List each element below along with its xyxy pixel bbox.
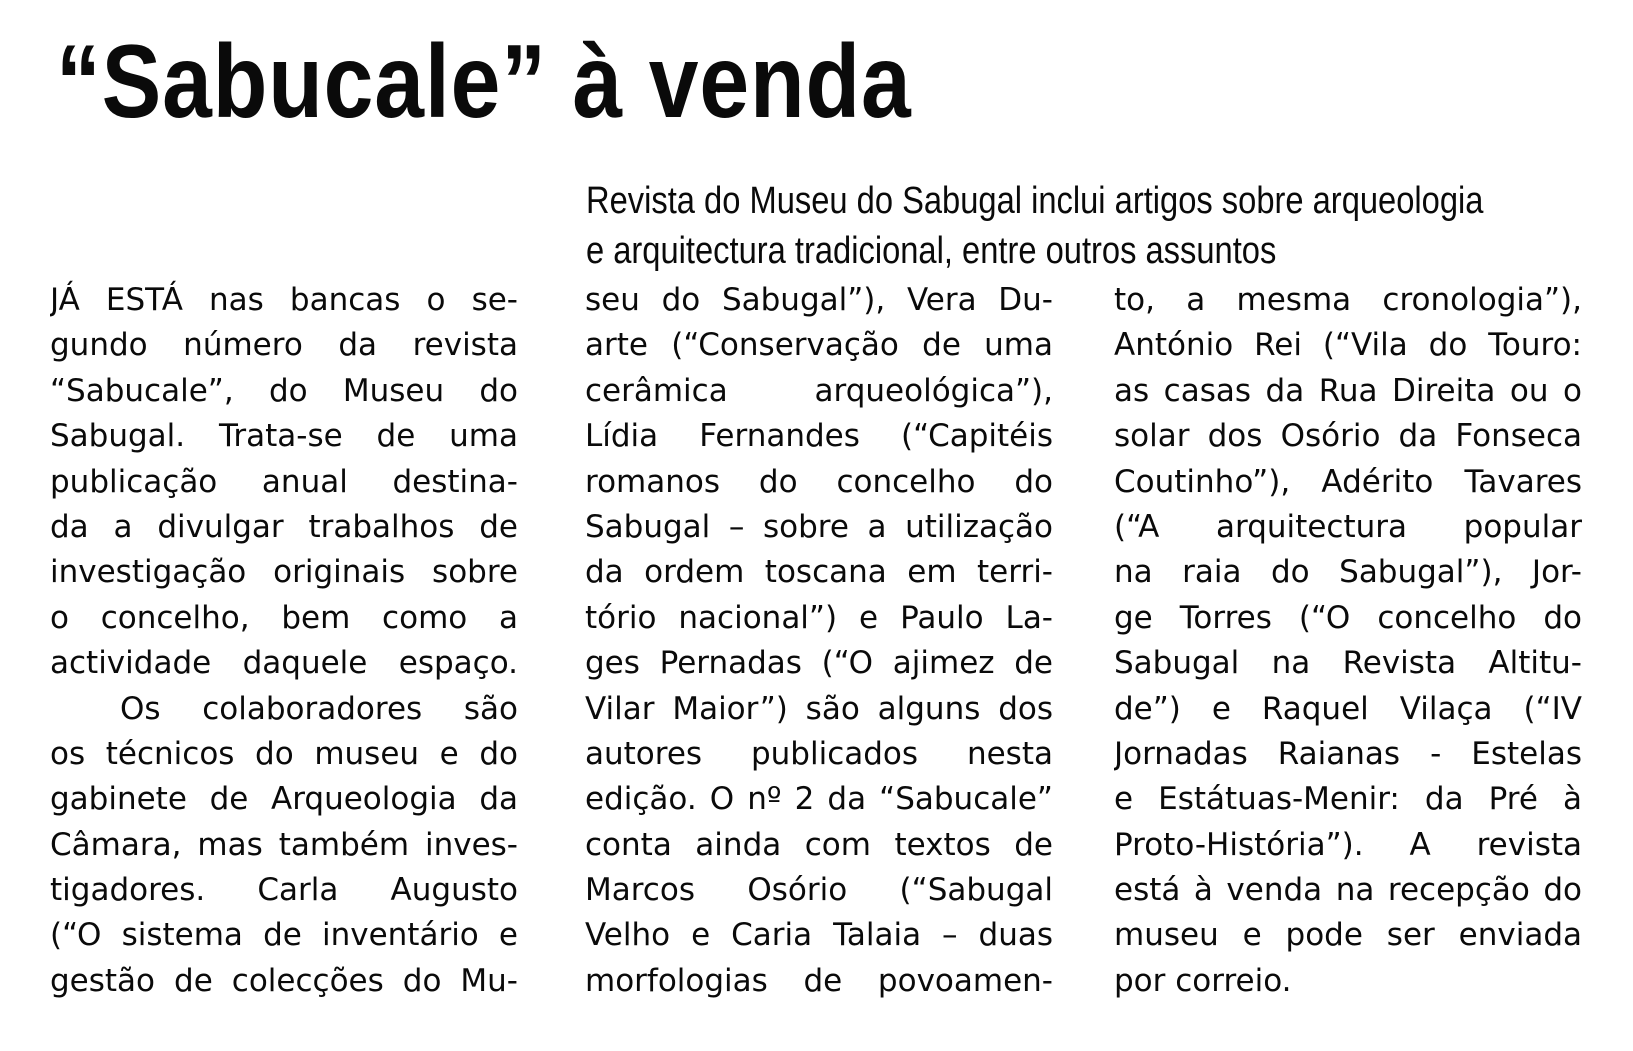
text-line: Velho e Caria Talaia – duas — [585, 917, 1053, 954]
text-line: e Estátuas-Menir: da Pré à — [1114, 781, 1582, 818]
text-line: as casas da Rua Direita ou o — [1114, 372, 1582, 409]
text-line: (“A arquitectura popular — [1114, 508, 1582, 545]
text-line: Lídia Fernandes (“Capitéis — [585, 418, 1053, 455]
text-line: Vilar Maior”) são alguns dos — [585, 690, 1053, 727]
article-column-3 — [1114, 278, 1582, 1004]
article-column-1 — [50, 278, 518, 1004]
text-line: os técnicos do museu e do — [50, 735, 518, 772]
text-line: Sabugal. Trata-se de uma — [50, 418, 518, 455]
text-line: investigação originais sobre — [50, 554, 518, 591]
text-line: Marcos Osório (“Sabugal — [585, 872, 1053, 909]
text-line: JÁ ESTÁ nas bancas o se- — [50, 282, 518, 318]
text-line: Jornadas Raianas - Estelas — [1114, 735, 1582, 772]
text-line: gundo número da revista — [50, 327, 518, 364]
text-line: Os colaboradores são — [120, 690, 518, 727]
text-line: actividade daquele espaço. — [50, 645, 518, 682]
text-line: edição. O nº 2 da “Sabucale” — [585, 781, 1053, 818]
text-line: de”) e Raquel Vilaça (“IV — [1114, 690, 1582, 727]
text-line: cerâmica arqueológica”), — [585, 372, 1053, 409]
text-line: da a divulgar trabalhos de — [50, 508, 518, 545]
text-line: autores publicados nesta — [585, 735, 1053, 772]
text-line: Proto-História”). A revista — [1114, 826, 1582, 863]
text-line: na raia do Sabugal”), Jor- — [1114, 554, 1582, 591]
text-line: Câmara, mas também inves- — [50, 826, 518, 863]
text-line: ge Torres (“O concelho do — [1114, 599, 1582, 636]
subheadline — [586, 176, 1484, 276]
text-line: António Rei (“Vila do Touro: — [1114, 327, 1582, 364]
text-line: gestão de colecções do Mu- — [50, 962, 518, 999]
text-line: tigadores. Carla Augusto — [50, 872, 518, 909]
text-line: to, a mesma cronologia”), — [1114, 282, 1582, 318]
text-line: Sabugal – sobre a utilização — [585, 508, 1053, 545]
text-line: seu do Sabugal”), Vera Du- — [585, 282, 1053, 318]
text-line: “Sabucale”, do Museu do — [50, 372, 518, 409]
subheadline-line: e arquitectura tradicional, entre outros assuntos — [586, 230, 1277, 272]
text-line: Sabugal na Revista Altitu- — [1114, 645, 1582, 682]
text-line: gabinete de Arqueologia da — [50, 781, 518, 818]
text-line: o concelho, bem como a — [50, 599, 518, 636]
text-line: morfologias de povoamen- — [585, 962, 1053, 999]
text-line: (“O sistema de inventário e — [50, 917, 518, 954]
text-line: museu e pode ser enviada — [1114, 917, 1582, 954]
text-line: arte (“Conservação de uma — [585, 327, 1053, 364]
text-line: por correio. — [1114, 962, 1292, 999]
article-column-2 — [585, 278, 1053, 1004]
text-line: romanos do concelho do — [585, 463, 1053, 500]
subheadline-line: Revista do Museu do Sabugal inclui artigos sobre arqueologia — [586, 180, 1484, 222]
text-line: está à venda na recepção do — [1114, 872, 1582, 909]
text-line: Coutinho”), Adérito Tavares — [1114, 463, 1582, 500]
text-line: publicação anual destina- — [50, 463, 518, 500]
text-line: conta ainda com textos de — [585, 826, 1053, 863]
text-line: solar dos Osório da Fonseca — [1114, 418, 1582, 455]
text-line: tório nacional”) e Paulo La- — [585, 599, 1053, 636]
text-line: da ordem toscana em terri- — [585, 554, 1053, 591]
headline: “Sabucale” à venda — [56, 24, 912, 140]
text-line: ges Pernadas (“O ajimez de — [585, 645, 1053, 682]
